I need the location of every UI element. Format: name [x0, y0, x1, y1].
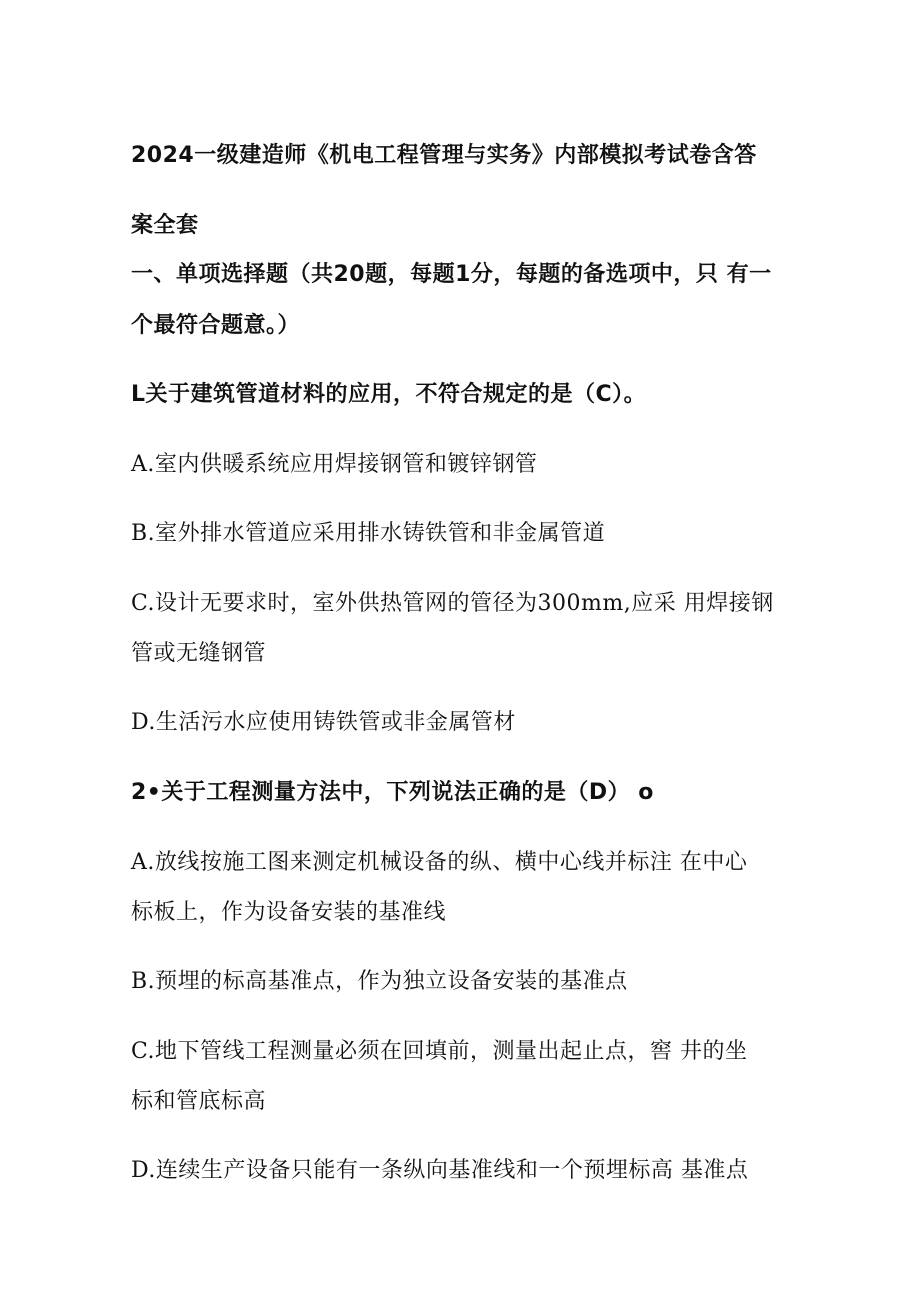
question-2-option-a-line-2: 标板上，作为设备安装的基准线 [131, 900, 447, 925]
question-1-option-c-line-2: 管或无缝钢管 [131, 641, 267, 666]
question-2-option-c-line-2: 标和管底标高 [131, 1089, 267, 1114]
document-title-line-2: 案全套 [131, 213, 199, 238]
question-1-option-c-line-1: C.设计无要求时，室外供热管网的管径为300mm,应采 用焊接钢 [131, 591, 774, 616]
document-title-line-1: 2024一级建造师《机电工程管理与实务》内部模拟考试卷含答 [131, 143, 757, 168]
question-2-option-a-line-1: A.放线按施工图来测定机械设备的纵、横中心线并标注 在中心 [131, 850, 748, 875]
question-1-option-b: B.室外排水管道应采用排水铸铁管和非金属管道 [131, 521, 606, 546]
question-2-option-d: D.连续生产设备只能有一条纵向基准线和一个预埋标高 基准点 [131, 1158, 749, 1183]
question-1-option-a: A.室内供暖系统应用焊接钢管和镀锌钢管 [131, 452, 538, 477]
question-2-option-c-line-1: C.地下管线工程测量必须在回填前，测量出起止点，窖 井的坐 [131, 1039, 748, 1064]
question-1-option-d: D.生活污水应使用铸铁管或非金属管材 [131, 710, 516, 735]
question-1-stem: L关于建筑管道材料的应用，不符合规定的是（C）。 [131, 382, 647, 407]
question-2-stem: 2•关于工程测量方法中，下列说法正确的是（D） o [131, 780, 654, 805]
section-heading-line-1: 一、单项选择题（共20题，每题1分，每题的备选项中，只 有一 [131, 262, 772, 287]
section-heading-line-2: 个最符合题意。） [131, 313, 301, 338]
question-2-option-b: B.预埋的标高基准点，作为独立设备安装的基准点 [131, 969, 628, 994]
